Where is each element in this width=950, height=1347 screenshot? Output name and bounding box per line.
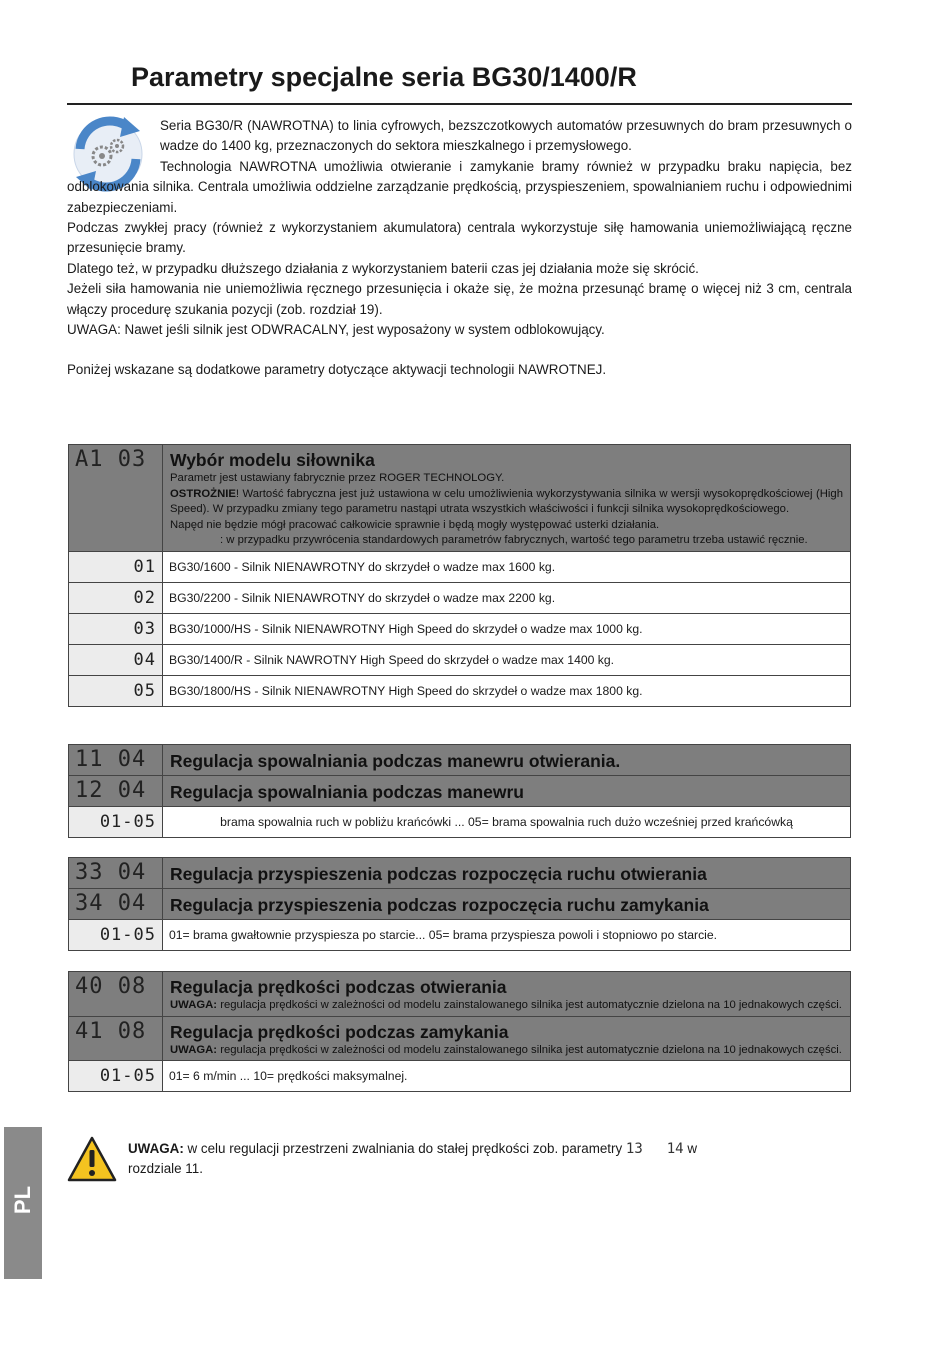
table-row: [69, 613, 851, 644]
param-desc-4: : w przypadku przywrócenia standardowych parametrów fabrycznych, wartość tego parametru trzeba ustawić ręcznie.: [220, 534, 808, 546]
intro-p6: UWAGA: Nawet jeśli silnik jest ODWRACALNY, jest wyposażony w system odblokowujący.: [67, 322, 605, 338]
note-param-2: 14: [666, 1141, 684, 1157]
option-code: 01-05: [69, 807, 163, 838]
note-text: w celu regulacji przestrzeni zwalniania do stałej prędkości zob. parametry: [183, 1141, 626, 1156]
option-text: BG30/2200 - Silnik NIENAWROTNY do skrzydeł o wadze max 2200 kg.: [163, 582, 851, 613]
option-code: 03: [69, 613, 163, 644]
param-title: Regulacja przyspieszenia podczas rozpoczęcia ruchu zamykania: [170, 895, 709, 915]
table-row: [69, 1061, 851, 1092]
option-code: 02: [69, 582, 163, 613]
table-row: [69, 675, 851, 706]
param-code: 41 08: [69, 1016, 163, 1061]
option-code: 04: [69, 644, 163, 675]
note-text-2: rozdziale 11.: [128, 1161, 203, 1176]
option-text: BG30/1400/R - Silnik NAWROTNY High Speed do skrzydeł o wadze max 1400 kg.: [163, 644, 851, 675]
param-desc: UWAGA: regulacja prędkości w zależności od modelu zainstalowanego silnika jest automatycznie dzielona na 10 jednakowych części.: [170, 1043, 842, 1056]
intro-p2-text: Technologia NAWROTNA umożliwia otwieranie i zamykanie bramy również w przypadku braku napięcia, bez odblokowania silnika. Centrala umożliwia oddzielne zarządzanie prędkością, przyspieszeniem, spowalnianiem ruchu i odpowiednimi zabezpieczeniami.: [67, 158, 852, 215]
table-row: [69, 582, 851, 613]
param-code: 34 04: [69, 889, 163, 920]
param-desc-2: OSTROŻNIE! Wartość fabryczna jest już ustawiona w celu umożliwienia wykorzystywania silnika w wersji wysokoprędkościowej (High Speed). W przypadku zmiany tego parametru nastąpi utrata wszystkich właściwości i funkcji silnika wysokoprędkościowego.: [170, 487, 843, 515]
param-desc-3: Napęd nie będzie mógł pracować całkowicie sprawnie i będą mogły występować usterki działania.: [170, 518, 660, 531]
param-title: Regulacja przyspieszenia podczas rozpoczęcia ruchu otwierania: [170, 864, 707, 884]
param-desc: UWAGA: regulacja prędkości w zależności od modelu zainstalowanego silnika jest automatycznie dzielona na 10 jednakowych części.: [170, 999, 842, 1011]
param-title: Wybór modelu siłownika: [170, 450, 375, 470]
param-title: Regulacja spowalniania podczas manewru otwierania.: [170, 751, 621, 771]
note-w: w: [683, 1141, 698, 1156]
intro-p5: Jeżeli siła hamowania nie uniemożliwia ręcznego przesunięcia i okaże się, że można przesunąć bramę o więcej niż 3 cm, centrala włączy procedurę szukania pozycji (zob. rozdział 19).: [67, 281, 852, 317]
option-code: 01-05: [69, 920, 163, 951]
note-label: UWAGA:: [128, 1141, 184, 1156]
intro-p7: Poniżej wskazane są dodatkowe parametry dotyczące aktywacji technologii NAWROTNEJ.: [67, 362, 607, 378]
option-text: BG30/1600 - Silnik NIENAWROTNY do skrzydeł o wadze max 1600 kg.: [163, 551, 851, 582]
language-tab: [4, 1127, 42, 1279]
param-code: 12 04: [69, 776, 163, 807]
option-code: 05: [69, 675, 163, 706]
table-row: [69, 551, 851, 582]
option-text: BG30/1800/HS - Silnik NIENAWROTNY High Speed do skrzydeł o wadze max 1800 kg.: [163, 675, 851, 706]
intro-p1: Seria BG30/R (NAWROTNA) to linia cyfrowych, bezszczotkowych automatów przesuwnych do bram przesuwnych o wadze do 1400 kg, przeznaczonych do sektora mieszkalnego i przemysłowego.: [160, 118, 852, 154]
option-code: 01-05: [69, 1061, 163, 1092]
param-code: A1 03: [69, 445, 163, 552]
table-row: [69, 920, 851, 951]
param-title: Regulacja prędkości podczas otwierania: [170, 977, 507, 997]
param-code: 33 04: [69, 858, 163, 889]
table-row: [69, 644, 851, 675]
note-param-1: 13: [625, 1141, 643, 1157]
intro-text: [67, 116, 852, 381]
deceleration-table: [68, 744, 851, 838]
intro-p2: [67, 157, 852, 218]
param-title: Regulacja spowalniania podczas manewru: [170, 782, 524, 802]
intro-p4: Dlatego też, w przypadku dłuższego działania z wykorzystaniem baterii czas jej działania może się skrócić.: [67, 260, 699, 276]
option-code: 01: [69, 551, 163, 582]
option-text: brama spowalnia ruch w pobliżu krańcówki ... 05= brama spowalnia ruch dużo wcześniej przed krańcówką: [163, 807, 851, 838]
intro-p3: Podczas zwykłej pracy (również z wykorzystaniem akumulatora) centrala wykorzystuje siłę hamowania uniemożliwiającą ręczne przesunięcie bramy.: [67, 220, 852, 256]
option-text: BG30/1000/HS - Silnik NIENAWROTNY High Speed do skrzydeł o wadze max 1000 kg.: [163, 613, 851, 644]
param-code: 40 08: [69, 972, 163, 1017]
warning-note: [128, 1139, 851, 1179]
option-text: 01= brama gwałtownie przyspiesza po starcie... 05= brama przyspiesza powoli i stopniowo po starcie.: [163, 920, 851, 951]
param-title: Regulacja prędkości podczas zamykania: [170, 1021, 509, 1042]
option-text: 01= 6 m/min ... 10= prędkości maksymalnej.: [163, 1061, 851, 1092]
language-tab-label: PL: [10, 1185, 35, 1215]
acceleration-table: [68, 857, 851, 951]
warning-triangle-icon: [67, 1136, 117, 1182]
table-row: [69, 807, 851, 838]
param-desc-1: Parametr jest ustawiany fabrycznie przez ROGER TECHNOLOGY.: [170, 472, 505, 484]
title-rule: [67, 103, 852, 105]
actuator-model-table: [68, 444, 851, 707]
speed-table: [68, 971, 851, 1092]
page-title: Parametry specjalne seria BG30/1400/R: [131, 62, 637, 92]
param-code: 11 04: [69, 745, 163, 776]
